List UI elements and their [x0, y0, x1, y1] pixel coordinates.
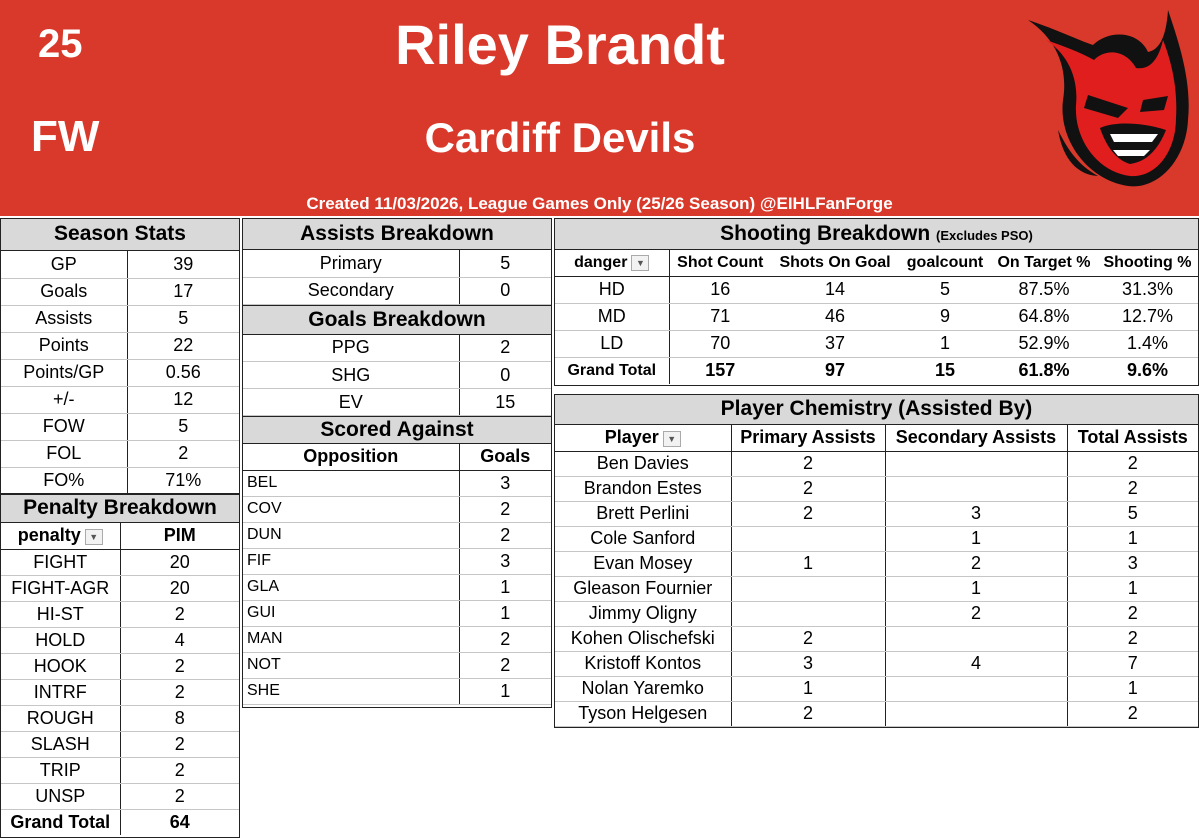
shooting-value: 37 [771, 330, 899, 357]
chemistry-player-name: Tyson Helgesen [555, 701, 731, 726]
goals-value: 0 [459, 362, 551, 389]
shooting-value: 31.3% [1097, 276, 1198, 303]
player-position: FW [31, 112, 100, 161]
shooting-column-header: On Target % [991, 250, 1097, 276]
penalty-type: UNSP [1, 783, 120, 809]
table-row [243, 362, 551, 389]
chemistry-assist-count: 3 [1067, 551, 1198, 576]
chemistry-assist-count [885, 676, 1067, 701]
grand-total-row [555, 357, 1198, 384]
table-row [1, 305, 239, 332]
header-banner [0, 0, 1199, 216]
jersey-number: 25 [38, 22, 83, 66]
danger-level: HD [555, 276, 669, 303]
table-row [243, 335, 551, 362]
chemistry-assist-count: 2 [1067, 601, 1198, 626]
opposition: FIF [243, 548, 459, 574]
chemistry-assist-count [731, 601, 885, 626]
chemistry-panel [554, 394, 1199, 728]
chemistry-player-name: Gleason Fournier [555, 576, 731, 601]
goals-value: 15 [459, 389, 551, 416]
table-row [1, 601, 239, 627]
table-row [555, 526, 1198, 551]
table-row [555, 651, 1198, 676]
season-stats-panel [0, 218, 240, 494]
table-row [1, 278, 239, 305]
table-row [555, 626, 1198, 651]
chemistry-assist-count: 1 [1067, 676, 1198, 701]
grand-total-row [1, 809, 239, 835]
shooting-value: 12.7% [1097, 303, 1198, 330]
chemistry-player-name: Evan Mosey [555, 551, 731, 576]
goals-value: 2 [459, 335, 551, 362]
chemistry-player-name: Kristoff Kontos [555, 651, 731, 676]
chemistry-assist-count: 1 [1067, 576, 1198, 601]
table-row [555, 451, 1198, 476]
chemistry-assist-count [885, 451, 1067, 476]
shooting-value: 1.4% [1097, 330, 1198, 357]
chemistry-player-name: Brett Perlini [555, 501, 731, 526]
chemistry-assist-count: 5 [1067, 501, 1198, 526]
shooting-value: 5 [899, 276, 991, 303]
goals-count: 1 [459, 600, 551, 626]
chemistry-player-name: Kohen Olischefski [555, 626, 731, 651]
chemistry-player-name: Nolan Yaremko [555, 676, 731, 701]
goals-count: 3 [459, 548, 551, 574]
assists-value: 0 [459, 277, 551, 304]
goals-count: 2 [459, 652, 551, 678]
shooting-value: 46 [771, 303, 899, 330]
table-row [555, 676, 1198, 701]
stat-label: +/- [1, 386, 127, 413]
shooting-title-text: Shooting Breakdown [720, 222, 931, 245]
chemistry-assist-count: 1 [1067, 526, 1198, 551]
chemistry-assist-count: 2 [1067, 626, 1198, 651]
shooting-value: 71 [669, 303, 771, 330]
scored-against-table [243, 444, 551, 705]
table-row [555, 303, 1198, 330]
stat-label: Assists [1, 305, 127, 332]
goals-title: Goals Breakdown [243, 305, 551, 335]
chemistry-assist-count [731, 576, 885, 601]
chemistry-assist-count [885, 701, 1067, 726]
shooting-value: 16 [669, 276, 771, 303]
table-row [243, 626, 551, 652]
shooting-note: (Excludes PSO) [936, 228, 1033, 243]
stat-value: 12 [127, 386, 239, 413]
pim-column-header: PIM [120, 523, 239, 549]
goals-count: 1 [459, 678, 551, 704]
table-row [555, 576, 1198, 601]
chemistry-assist-count: 1 [731, 676, 885, 701]
penalty-type: SLASH [1, 731, 120, 757]
chemistry-assist-count: 2 [1067, 451, 1198, 476]
table-row [555, 501, 1198, 526]
stat-label: FO% [1, 467, 127, 494]
goals-count: 2 [459, 496, 551, 522]
opposition: GLA [243, 574, 459, 600]
penalty-pim: 8 [120, 705, 239, 731]
stat-value: 71% [127, 467, 239, 494]
grand-total-value: 157 [669, 357, 771, 384]
assists-value: 5 [459, 250, 551, 277]
assist-column-header: Total Assists [1067, 425, 1198, 451]
stat-label: Points [1, 332, 127, 359]
opposition: DUN [243, 522, 459, 548]
chemistry-assist-count: 2 [731, 476, 885, 501]
chemistry-assist-count [731, 526, 885, 551]
shooting-panel [554, 218, 1199, 386]
table-row [243, 548, 551, 574]
table-row [555, 601, 1198, 626]
table-row [243, 470, 551, 496]
penalty-type: ROUGH [1, 705, 120, 731]
chemistry-assist-count: 2 [731, 451, 885, 476]
table-row [555, 276, 1198, 303]
grand-total-value: 9.6% [1097, 357, 1198, 384]
stat-value: 2 [127, 440, 239, 467]
goals-table [243, 335, 551, 417]
table-row [555, 701, 1198, 726]
stat-value: 5 [127, 413, 239, 440]
penalty-type: FIGHT-AGR [1, 575, 120, 601]
grand-total-value: 97 [771, 357, 899, 384]
assist-column-header: Secondary Assists [885, 425, 1067, 451]
table-row [243, 496, 551, 522]
goals-label: SHG [243, 362, 459, 389]
table-row [1, 653, 239, 679]
chemistry-assist-count: 4 [885, 651, 1067, 676]
chemistry-assist-count [885, 626, 1067, 651]
chemistry-assist-count: 2 [1067, 701, 1198, 726]
danger-level: LD [555, 330, 669, 357]
chemistry-assist-count: 2 [731, 501, 885, 526]
chemistry-assist-count: 3 [885, 501, 1067, 526]
chemistry-assist-count: 1 [731, 551, 885, 576]
table-row [243, 652, 551, 678]
penalty-type: HOLD [1, 627, 120, 653]
penalty-type: HI-ST [1, 601, 120, 627]
chemistry-assist-count: 3 [731, 651, 885, 676]
chemistry-table [555, 425, 1198, 727]
goals-count: 1 [459, 574, 551, 600]
breakdown-panel [242, 218, 552, 708]
filter-dropdown-icon[interactable]: ▼ [663, 431, 681, 447]
stat-label: Points/GP [1, 359, 127, 386]
chemistry-assist-count [885, 476, 1067, 501]
opposition: BEL [243, 470, 459, 496]
team-name: Cardiff Devils [424, 114, 696, 161]
penalty-type: HOOK [1, 653, 120, 679]
shooting-value: 87.5% [991, 276, 1097, 303]
goals-count: 3 [459, 470, 551, 496]
chemistry-player-name: Cole Sanford [555, 526, 731, 551]
opposition: COV [243, 496, 459, 522]
grand-total-label: Grand Total [1, 809, 120, 835]
goals-count: 2 [459, 522, 551, 548]
chemistry-assist-count: 2 [885, 551, 1067, 576]
shooting-column-header: Shot Count [669, 250, 771, 276]
filter-dropdown-icon[interactable]: ▼ [85, 529, 103, 545]
shooting-table [555, 250, 1198, 384]
table-row [243, 522, 551, 548]
chemistry-assist-count: 7 [1067, 651, 1198, 676]
stat-label: FOW [1, 413, 127, 440]
grand-total-label: Grand Total [555, 357, 669, 384]
goals-count: 2 [459, 626, 551, 652]
penalty-type: TRIP [1, 757, 120, 783]
shooting-value: 70 [669, 330, 771, 357]
table-row [1, 386, 239, 413]
table-row [1, 783, 239, 809]
penalty-pim: 2 [120, 601, 239, 627]
goals-label: EV [243, 389, 459, 416]
chemistry-assist-count: 2 [1067, 476, 1198, 501]
table-row [1, 679, 239, 705]
table-row [243, 389, 551, 416]
shooting-column-header: Shots On Goal [771, 250, 899, 276]
shooting-value: 9 [899, 303, 991, 330]
penalty-pim: 2 [120, 757, 239, 783]
penalty-pim: 20 [120, 575, 239, 601]
danger-level: MD [555, 303, 669, 330]
table-row [243, 250, 551, 277]
stat-label: Goals [1, 278, 127, 305]
season-stats-table [1, 251, 239, 495]
table-row [1, 705, 239, 731]
penalty-pim: 2 [120, 783, 239, 809]
assists-label: Primary [243, 250, 459, 277]
table-row [555, 330, 1198, 357]
stat-value: 39 [127, 251, 239, 278]
table-row [1, 359, 239, 386]
penalty-type: FIGHT [1, 549, 120, 575]
shooting-title [555, 219, 1198, 250]
chemistry-assist-count: 1 [885, 526, 1067, 551]
shooting-value: 64.8% [991, 303, 1097, 330]
chemistry-player-name: Ben Davies [555, 451, 731, 476]
shooting-value: 52.9% [991, 330, 1097, 357]
chemistry-assist-count: 1 [885, 576, 1067, 601]
stat-value: 0.56 [127, 359, 239, 386]
season-stats-title: Season Stats [1, 219, 239, 251]
table-row [243, 277, 551, 304]
devil-head-logo [1018, 0, 1196, 190]
table-row [1, 731, 239, 757]
penalty-pim: 4 [120, 627, 239, 653]
assists-title: Assists Breakdown [243, 219, 551, 250]
player-name: Riley Brandt [395, 13, 725, 76]
chemistry-title: Player Chemistry (Assisted By) [555, 395, 1198, 425]
opposition-column-header: Opposition [243, 444, 459, 470]
opposition: MAN [243, 626, 459, 652]
stat-value: 5 [127, 305, 239, 332]
penalty-pim: 2 [120, 731, 239, 757]
grand-total-value: 61.8% [991, 357, 1097, 384]
scored-against-title: Scored Against [243, 416, 551, 444]
penalty-table [1, 523, 239, 835]
grand-total-value: 15 [899, 357, 991, 384]
stat-value: 22 [127, 332, 239, 359]
goals-label: PPG [243, 335, 459, 362]
table-row [1, 413, 239, 440]
table-row [555, 551, 1198, 576]
penalty-pim: 2 [120, 679, 239, 705]
chemistry-player-name: Jimmy Oligny [555, 601, 731, 626]
shooting-column-header: goalcount [899, 250, 991, 276]
opposition: SHE [243, 678, 459, 704]
danger-column-header[interactable]: danger ▼ [555, 250, 669, 276]
penalty-title: Penalty Breakdown [1, 495, 239, 523]
shooting-value: 1 [899, 330, 991, 357]
table-row [243, 600, 551, 626]
chemistry-assist-count: 2 [731, 626, 885, 651]
player-column-header[interactable]: Player ▼ [555, 425, 731, 451]
table-row [1, 440, 239, 467]
penalty-type: INTRF [1, 679, 120, 705]
table-row [1, 757, 239, 783]
penalty-col-label: penalty [17, 525, 81, 546]
table-row [243, 574, 551, 600]
stat-value: 17 [127, 278, 239, 305]
assists-label: Secondary [243, 277, 459, 304]
shooting-value: 14 [771, 276, 899, 303]
stat-label: GP [1, 251, 127, 278]
shooting-column-header: Shooting % [1097, 250, 1198, 276]
sort-filter-icon[interactable]: ▼ [631, 255, 649, 271]
table-row [1, 251, 239, 278]
table-row [1, 627, 239, 653]
assists-table [243, 250, 551, 305]
table-row [243, 678, 551, 704]
penalty-pim: 20 [120, 549, 239, 575]
table-row [1, 467, 239, 494]
goals-column-header: Goals [459, 444, 551, 470]
chemistry-assist-count: 2 [885, 601, 1067, 626]
created-note: Created 11/03/2026, League Games Only (25/26 Season) @EIHLFanForge [306, 194, 893, 213]
grand-total-value: 64 [120, 809, 239, 835]
table-row [1, 332, 239, 359]
table-row [1, 575, 239, 601]
penalty-pim: 2 [120, 653, 239, 679]
stat-label: FOL [1, 440, 127, 467]
opposition: GUI [243, 600, 459, 626]
chemistry-player-name: Brandon Estes [555, 476, 731, 501]
opposition: NOT [243, 652, 459, 678]
penalty-panel [0, 494, 240, 838]
assist-column-header: Primary Assists [731, 425, 885, 451]
chemistry-assist-count: 2 [731, 701, 885, 726]
table-row [1, 549, 239, 575]
penalty-column-header[interactable] [1, 523, 120, 549]
table-row [555, 476, 1198, 501]
